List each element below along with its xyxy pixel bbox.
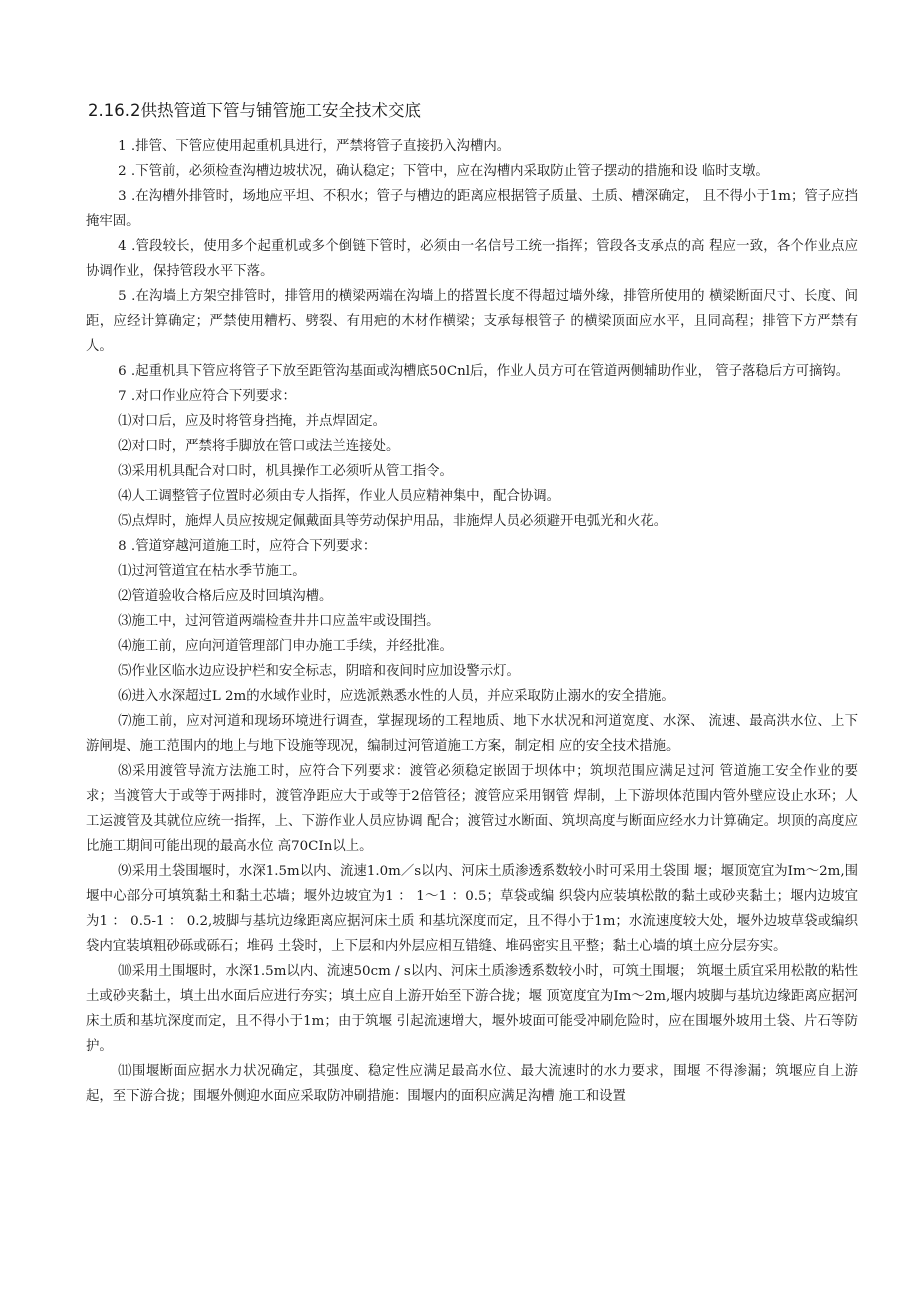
list-item: ⑹进入水深超过L 2m的水域作业时，应选派熟悉水性的人员，并应采取防止溺水的安全措施。: [118, 689, 675, 704]
paragraph: 6 .起重机具下管应将管子下放至距管沟基面或沟槽底50Cnl后，作业人员方可在管道两侧辅助作业， 管子落稳后方可摘钩。: [118, 364, 850, 379]
list-item: ⑵管道验收合格后应及时回填沟槽。: [118, 589, 333, 604]
paragraph: 7 .对口作业应符合下列要求：: [118, 389, 296, 404]
paragraph: 4 .管段较长，使用多个起重机或多个倒链下管时，必须由一名信号工统一指挥；管段各支承点的高 程应一致，各个作业点应协调作业，保持管段水平下落。: [86, 239, 858, 279]
list-item: ⑷人工调整管子位置时必须由专人指挥，作业人员应精神集中，配合协调。: [118, 489, 561, 504]
paragraph: 8 .管道穿越河道施工时，应符合下列要求：: [118, 539, 377, 554]
document-page: [86, 100, 858, 1109]
paragraph: 2 .下管前，必须检查沟槽边坡状况，确认稳定；下管中，应在沟槽内采取防止管子摆动的措施和设 临时支墩。: [118, 164, 769, 179]
list-item: ⑴对口后，应及时将管身挡掩，并点焊固定。: [118, 414, 386, 429]
list-item: ⑼采用土袋围堰时，水深1.5m以内、流速1.0m／s以内、河床土质渗透系数较小时可采用土袋围 堰；堰顶宽宜为Im〜2m,围堰中心部分可填筑黏土和黏土芯墙；堰外边坡宜为1 ： 1〜1 ：0.5；草袋或编 织袋内应装填松散的黏土或砂夹黏土；堰内边坡宜为1 ： 0.5-1 ： 0.2,坡脚与基坑边缘距离应据河床土质 和基坑深度而定，且不得小于1m；水流速度较大处，堰外边坡草袋或编织袋内宜装填粗砂砾或砾石；堆码 土袋时，上下层和内外层应相互错缝、堆码密实且平整；黏土心墙的填土应分层夯实。: [86, 864, 858, 954]
list-item: ⑶采用机具配合对口时，机具操作工必须听从管工指令。: [118, 464, 453, 479]
list-item: ⑻采用渡管导流方法施工时，应符合下列要求：渡管必须稳定嵌固于坝体中；筑坝范围应满足过河 管道施工安全作业的要求；当渡管大于或等于两排时，渡管净距应大于或等于2倍管径；渡管应采用钢管 焊制，上下游坝体范围内管外壁应设止水环；人工运渡管及其就位应统一指挥，上、下游作业人员应协调 配合；渡管过水断面、筑坝高度与断面应经水力计算确定。坝顶的高度应比施工期间可能出现的最高水位 高70CIn以上。: [86, 764, 858, 854]
paragraph: 5 .在沟墙上方架空排管时，排管用的横梁两端在沟墙上的搭置长度不得超过墙外缘，排管所使用的 横梁断面尺寸、长度、间距，应经计算确定；严禁使用糟朽、劈裂、有用疤的木材作横梁；支承每根管子 的横梁顶面应水平，且同高程；排管下方严禁有人。: [86, 289, 858, 354]
document-title: 2.16.2供热管道下管与铺管施工安全技术交底: [88, 101, 421, 120]
list-item: ⑶施工中，过河管道两端检查井井口应盖牢或设围挡。: [118, 614, 440, 629]
paragraph: 3 .在沟槽外排管时，场地应平坦、不积水；管子与槽边的距离应根据管子质量、土质、槽深确定， 且不得小于1m；管子应挡掩牢固。: [86, 189, 858, 229]
list-item: ⑸作业区临水边应设护栏和安全标志，阴暗和夜间时应加设警示灯。: [118, 664, 520, 679]
list-item: ⑺施工前，应对河道和现场环境进行调查，掌握现场的工程地质、地下水状况和河道宽度、水深、 流速、最高洪水位、上下游闸堤、施工范围内的地上与地下设施等现况，编制过河管道施工方案，制定相 应的安全技术措施。: [86, 714, 858, 754]
list-item: ⑽采用土围堰时，水深1.5m以内、流速50cm / s以内、河床土质渗透系数较小时，可筑土围堰； 筑堰土质宜采用松散的粘性土或砂夹黏土，填土出水面后应进行夯实；填土应自上游开始至下游合拢；堰 顶宽度宜为Im〜2m,堰内坡脚与基坑边缘距离应据河床土质和基坑深度而定，且不得小于1m；由于筑堰 引起流速增大，堰外坡面可能受冲刷危险时，应在围堰外坡用土袋、片石等防护。: [86, 964, 858, 1054]
list-item: ⑵对口时，严禁将手脚放在管口或法兰连接处。: [118, 439, 400, 454]
list-item: ⑾围堰断面应据水力状况确定，其强度、稳定性应满足最高水位、最大流速时的水力要求，围堰 不得渗漏；筑堰应自上游起，至下游合拢；围堰外侧迎水面应采取防冲刷措施：围堰内的面积应满足沟槽 施工和设置: [86, 1064, 858, 1104]
list-item: ⑷施工前，应向河道管理部门申办施工手续，并经批准。: [118, 639, 453, 654]
list-item: ⑴过河管道宜在枯水季节施工。: [118, 564, 306, 579]
paragraph: 1 .排管、下管应使用起重机具进行，严禁将管子直接扔入沟槽内。: [118, 139, 511, 154]
list-item: ⑸点焊时，施焊人员应按规定佩戴面具等劳动保护用品，非施焊人员必须避开电弧光和火花。: [118, 514, 668, 529]
